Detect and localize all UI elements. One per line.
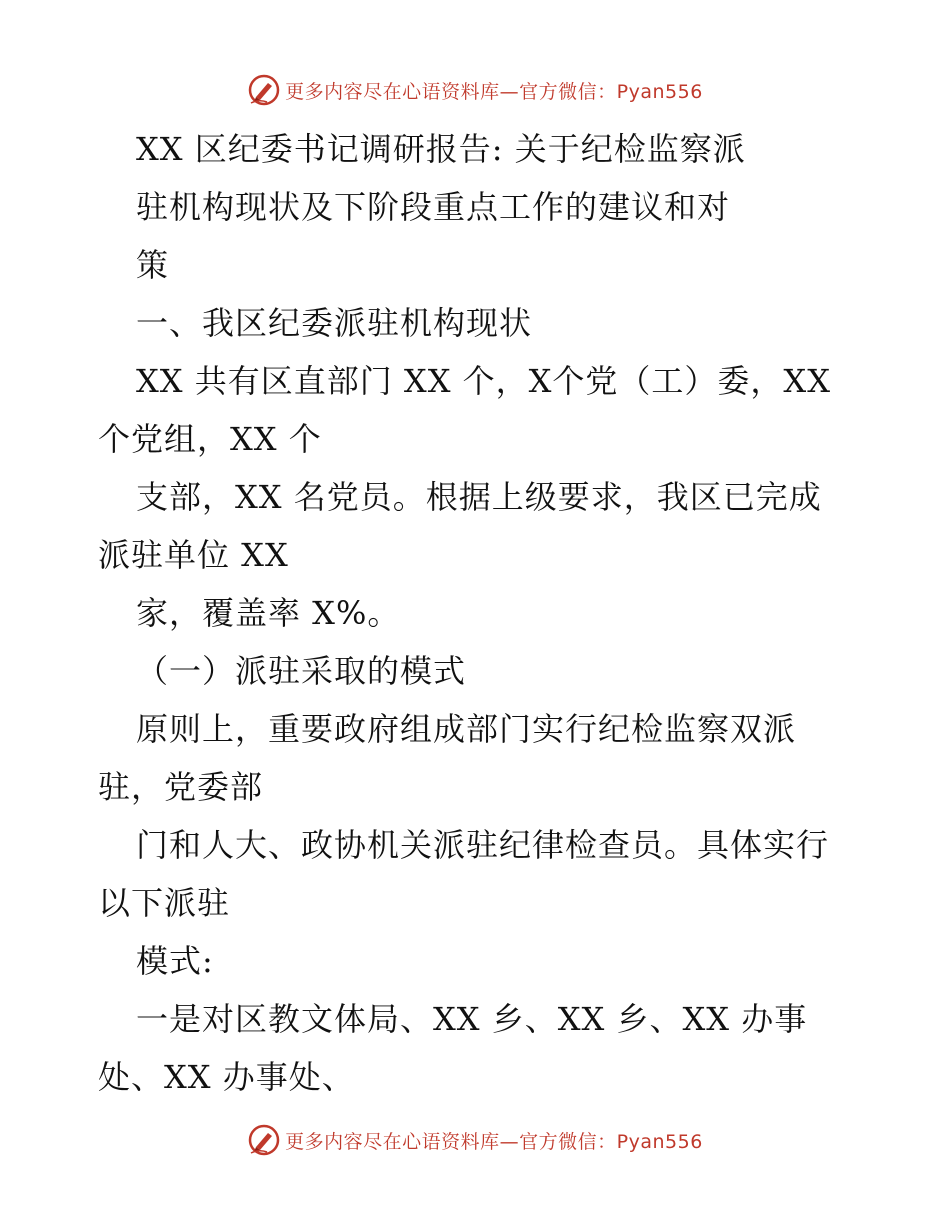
paragraph-line: XX 区纪委书记调研报告: 关于纪检监察派 (136, 130, 746, 168)
paragraph-line: 门和人大、政协机关派驻纪律检查员。具体实行 (136, 826, 830, 864)
paragraph-line: 驻，党委部 (98, 768, 264, 806)
paragraph-line: 一是对区教文体局、XX 乡、XX 乡、XX 办事 (136, 1000, 808, 1038)
paragraph-line: 家，覆盖率 X%。 (136, 594, 401, 632)
paragraph-line: 派驻单位 XX (98, 536, 289, 574)
pen-logo-icon (247, 1123, 281, 1157)
paragraph-line: 驻机构现状及下阶段重点工作的建议和对 (136, 188, 731, 226)
paragraph-line: 支部，XX 名党员。根据上级要求，我区已完成 (136, 478, 822, 516)
document-body (98, 120, 858, 1106)
watermark-text: 更多内容尽在心语资料库—官方微信：Pyan556 (285, 80, 703, 103)
footer-watermark (0, 1120, 950, 1160)
pen-logo-icon (247, 73, 281, 107)
subsection-heading: （一）派驻采取的模式 (136, 652, 467, 690)
section-heading: 一、我区纪委派驻机构现状 (136, 304, 533, 342)
watermark-text: 更多内容尽在心语资料库—官方微信：Pyan556 (285, 1130, 703, 1153)
paragraph-line: 处、XX 办事处、 (98, 1058, 355, 1096)
paragraph-line: 模式: (136, 942, 214, 980)
paragraph-line: 策 (136, 246, 170, 284)
paragraph-line: 个党组，XX 个 (98, 420, 322, 458)
paragraph-line: XX 共有区直部门 XX 个，X个党（工）委，XX (136, 362, 831, 400)
paragraph-line: 以下派驻 (98, 884, 231, 922)
paragraph-line: 原则上，重要政府组成部门实行纪检监察双派 (136, 710, 797, 748)
header-watermark (0, 70, 950, 110)
